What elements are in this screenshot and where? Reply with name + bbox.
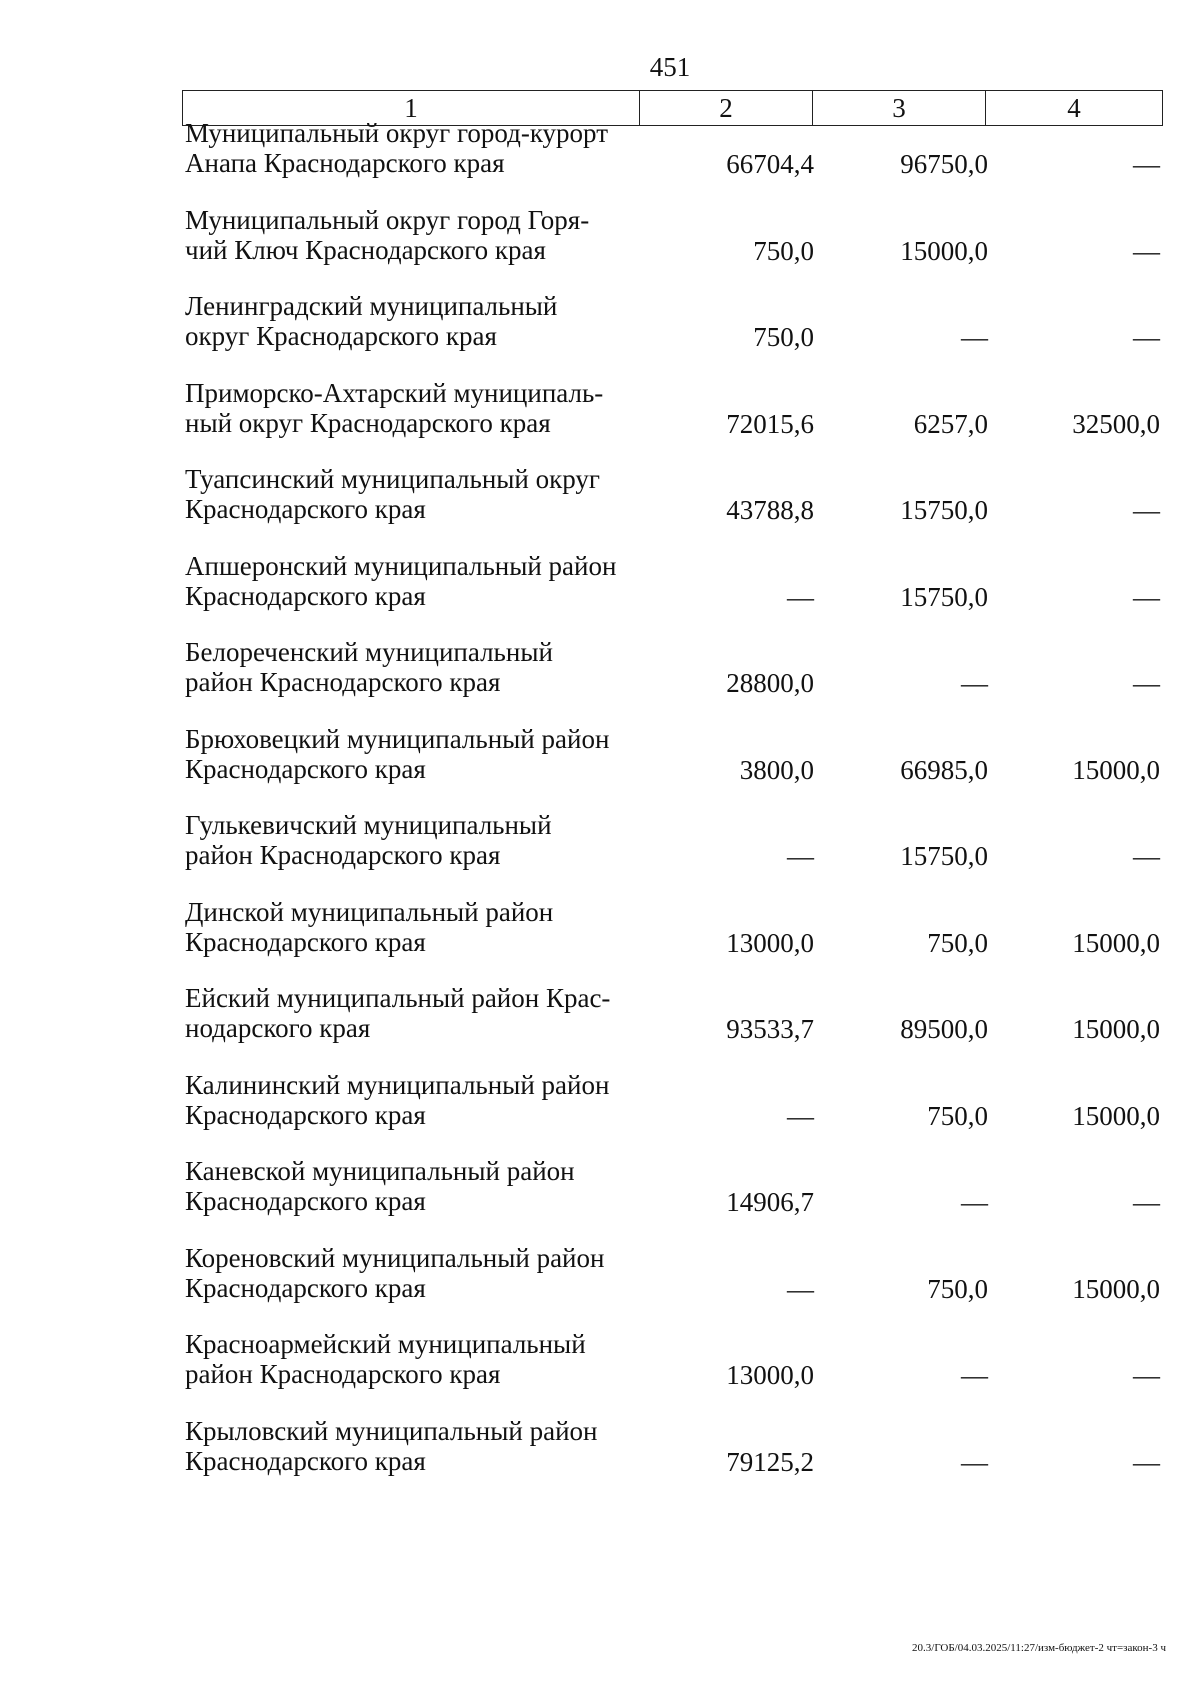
municipality-name: Каневской муниципальный район Краснодарского края <box>185 1156 575 1216</box>
value-col-3: 750,0 <box>927 1273 988 1304</box>
value-col-3: 15750,0 <box>900 495 988 525</box>
column-header-4: 4 <box>986 91 1163 126</box>
municipality-name: Приморско-Ахтарский муниципаль- ный округ Краснодарского края <box>185 377 604 438</box>
value-col-3: — <box>961 1446 988 1477</box>
value-col-3: 750,0 <box>927 927 988 958</box>
value-col-3: 89500,0 <box>900 1014 988 1044</box>
value-col-4: — <box>1133 149 1160 179</box>
value-col-2: 750,0 <box>753 235 814 266</box>
table-row <box>0 1243 1200 1313</box>
value-col-3: — <box>961 1360 988 1390</box>
document-footer-code: 20.3/ГОБ/04.03.2025/11:27/изм-бюджет-2 чт=закон-3 ч <box>912 1642 1166 1654</box>
value-col-2: — <box>787 841 814 871</box>
value-col-4: — <box>1133 1446 1160 1477</box>
table-row <box>0 724 1200 794</box>
municipality-name: Апшеронский муниципальный район Краснодарского края <box>185 550 617 611</box>
municipality-name: Калининский муниципальный район Краснодарского края <box>185 1069 610 1130</box>
value-col-4: — <box>1133 1360 1160 1390</box>
value-col-4: 15000,0 <box>1072 1273 1160 1304</box>
municipality-name: Красноармейский муниципальный район Краснодарского края <box>185 1329 586 1389</box>
value-col-3: 15750,0 <box>900 581 988 612</box>
municipality-name: Кореновский муниципальный район Краснодарского края <box>185 1242 605 1303</box>
value-col-3: 15000,0 <box>900 235 988 266</box>
value-col-2: 66704,4 <box>726 149 814 179</box>
value-col-2: — <box>787 1100 814 1131</box>
page-number: 451 <box>649 52 691 82</box>
value-col-3: 96750,0 <box>900 149 988 179</box>
value-col-2: — <box>787 1273 814 1304</box>
value-col-4: 32500,0 <box>1072 408 1160 439</box>
value-col-2: 750,0 <box>753 322 814 352</box>
value-col-2: 13000,0 <box>726 927 814 958</box>
value-col-3: 66985,0 <box>900 754 988 785</box>
value-col-2: — <box>787 581 814 612</box>
value-col-4: — <box>1133 668 1160 698</box>
column-header-1: 1 <box>183 91 640 126</box>
municipality-name: Муниципальный округ город Горя- чий Ключ Краснодарского края <box>185 204 590 265</box>
municipality-name: Ленинградский муниципальный округ Краснодарского края <box>185 291 558 351</box>
table-row <box>0 637 1200 707</box>
value-col-2: 72015,6 <box>726 408 814 439</box>
municipality-name: Динской муниципальный район Краснодарского края <box>185 896 554 957</box>
table-row <box>0 291 1200 361</box>
value-col-3: — <box>961 1187 988 1217</box>
table-row <box>0 810 1200 880</box>
value-col-4: 15000,0 <box>1072 1100 1160 1131</box>
municipality-name: Брюховецкий муниципальный район Краснодарского края <box>185 723 610 784</box>
value-col-2: 3800,0 <box>739 754 814 785</box>
table-row <box>0 551 1200 621</box>
value-col-2: 14906,7 <box>726 1187 814 1217</box>
table-row <box>0 1070 1200 1140</box>
table-row <box>0 118 1200 188</box>
municipality-name: Туапсинский муниципальный округ Краснодарского края <box>185 464 600 524</box>
value-col-4: 15000,0 <box>1072 1014 1160 1044</box>
value-col-3: 6257,0 <box>913 408 988 439</box>
value-col-3: — <box>961 322 988 352</box>
table-row <box>0 983 1200 1053</box>
table-row <box>0 205 1200 275</box>
value-col-4: — <box>1133 322 1160 352</box>
table-row <box>0 1416 1200 1486</box>
value-col-4: — <box>1133 235 1160 266</box>
value-col-3: — <box>961 668 988 698</box>
column-header-3: 3 <box>813 91 986 126</box>
value-col-4: 15000,0 <box>1072 927 1160 958</box>
value-col-4: — <box>1133 495 1160 525</box>
table-row <box>0 464 1200 534</box>
table-row <box>0 1329 1200 1399</box>
table-row <box>0 1156 1200 1226</box>
value-col-2: 43788,8 <box>726 495 814 525</box>
municipality-name: Муниципальный округ город-курорт Анапа Краснодарского края <box>185 118 608 178</box>
municipality-name: Крыловский муниципальный район Краснодарского края <box>185 1415 598 1476</box>
municipality-name: Белореченский муниципальный район Краснодарского края <box>185 637 553 697</box>
table-row <box>0 897 1200 967</box>
column-header-2: 2 <box>640 91 813 126</box>
value-col-3: 750,0 <box>927 1100 988 1131</box>
value-col-2: 13000,0 <box>726 1360 814 1390</box>
table-row <box>0 378 1200 448</box>
value-col-4: — <box>1133 841 1160 871</box>
value-col-2: 93533,7 <box>726 1014 814 1044</box>
municipality-name: Гулькевичский муниципальный район Краснодарского края <box>185 810 552 870</box>
value-col-2: 79125,2 <box>726 1446 814 1477</box>
value-col-4: — <box>1133 581 1160 612</box>
municipality-name: Ейский муниципальный район Крас- нодарского края <box>185 983 611 1043</box>
value-col-4: 15000,0 <box>1072 754 1160 785</box>
value-col-4: — <box>1133 1187 1160 1217</box>
value-col-2: 28800,0 <box>726 668 814 698</box>
value-col-3: 15750,0 <box>900 841 988 871</box>
